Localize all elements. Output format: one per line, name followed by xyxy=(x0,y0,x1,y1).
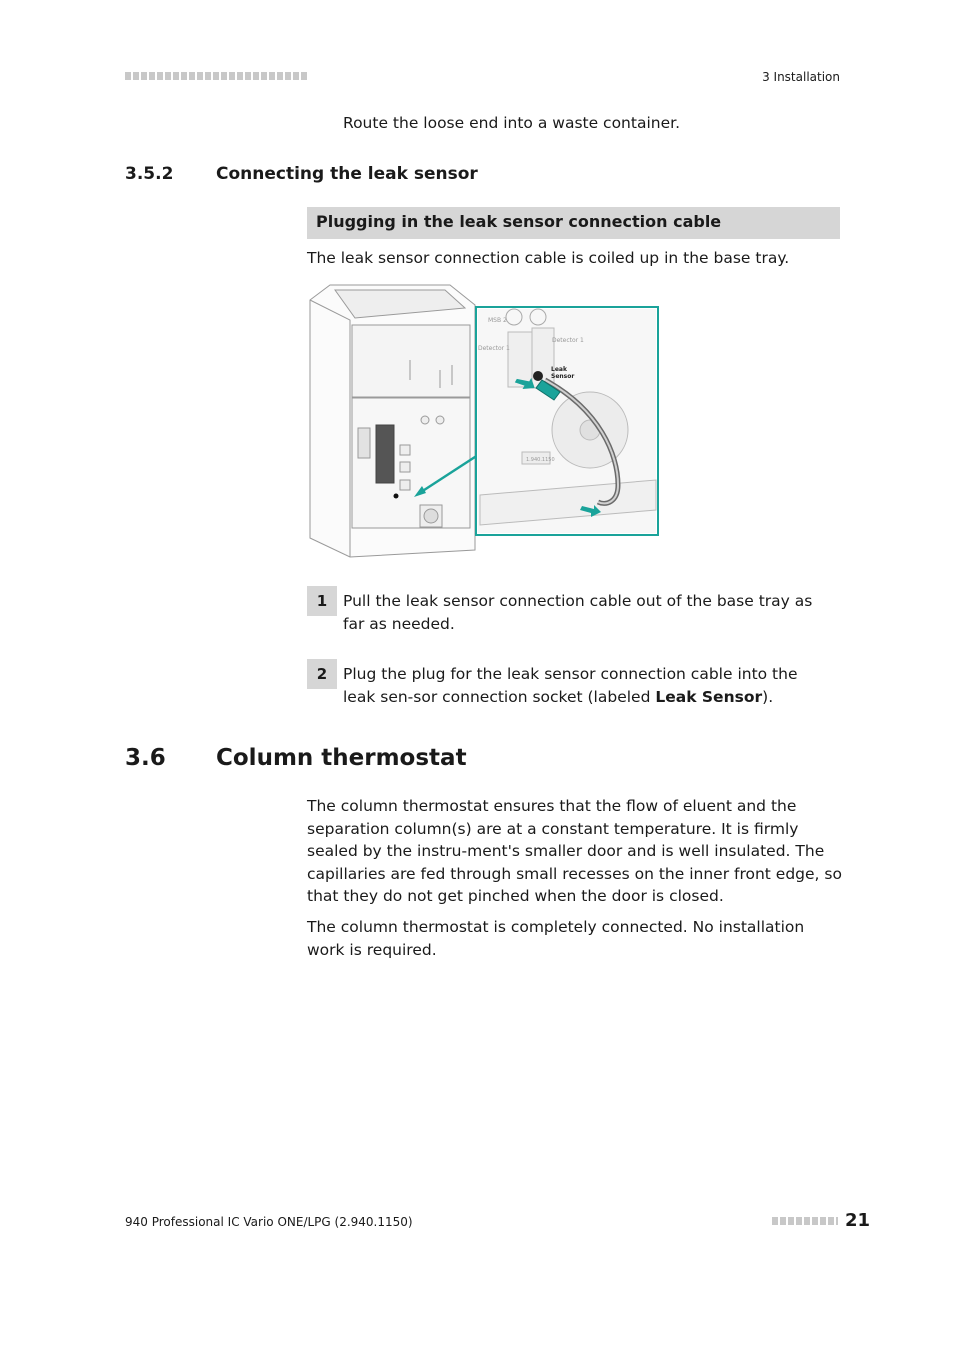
part-number-label: 1.940.1150 xyxy=(526,457,555,463)
instrument-body xyxy=(310,285,475,557)
detector1-right-label: Detector 1 xyxy=(552,337,584,344)
chapter-header: 3 Installation xyxy=(762,70,840,84)
section-title: Column thermostat xyxy=(216,745,467,771)
leak-socket-marker xyxy=(394,494,399,499)
section-number: 3.5.2 xyxy=(125,164,174,184)
step-text-part: Plug the plug for the leak sensor connection cable into the leak sen-sor connection socket (labeled xyxy=(343,665,798,706)
footer-decoration xyxy=(772,1217,838,1225)
cable-note: The leak sensor connection cable is coiled up in the base tray. xyxy=(307,249,790,267)
section-number: 3.6 xyxy=(125,745,166,771)
subheading-text: Plugging in the leak sensor connection cable xyxy=(316,212,722,231)
section-title: Connecting the leak sensor xyxy=(216,164,478,184)
product-footer: 940 Professional IC Vario ONE/LPG (2.940.1150) xyxy=(125,1215,413,1229)
leak-label: Leak xyxy=(551,366,567,373)
detector1-left-label: Detector 1 xyxy=(478,345,510,352)
subheading-bar xyxy=(307,207,840,239)
instrument-rear-illustration xyxy=(300,280,670,565)
step-number: 2 xyxy=(307,659,337,689)
step-text xyxy=(343,663,833,709)
sensor-label: Sensor xyxy=(551,373,575,380)
leak-sensor-bold: Leak Sensor xyxy=(655,688,763,706)
page-number: 21 xyxy=(845,1210,871,1231)
header-decoration xyxy=(125,72,307,80)
step-text: Pull the leak sensor connection cable out of the base tray as far as needed. xyxy=(343,592,813,633)
paragraph: The column thermostat is completely connected. No installation work is required. xyxy=(307,918,805,959)
msb2-label: MSB 2 xyxy=(488,317,507,324)
intro-line: Route the loose end into a waste container. xyxy=(343,114,681,132)
step-text-part: ). xyxy=(762,688,774,706)
paragraph: The column thermostat ensures that the flow of eluent and the separation column(s) are at a constant temperature. It is firmly sealed by the instru-ment's smaller door and is well insulated. The capillaries are fed through small recesses on the inner front edge, so that they do not get pinched when the door is closed. xyxy=(307,797,842,905)
step-number: 1 xyxy=(307,586,337,616)
